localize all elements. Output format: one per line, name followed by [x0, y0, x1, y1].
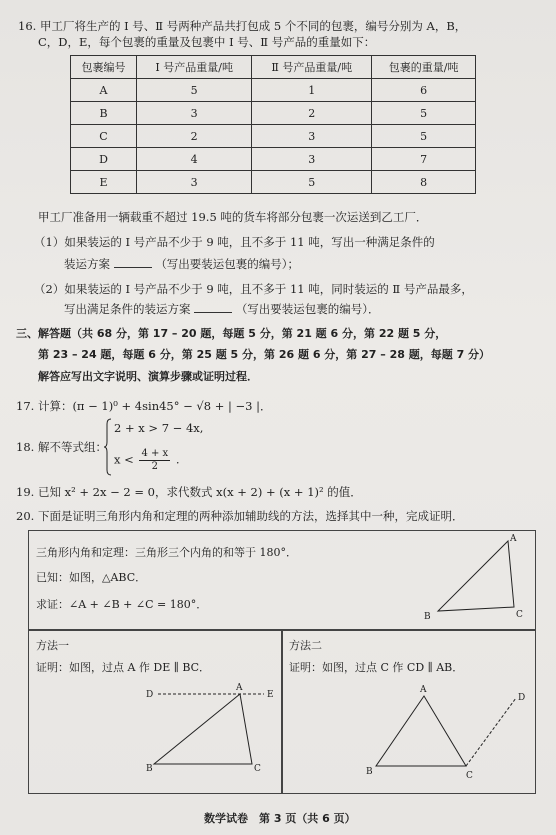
- method2-proof: 证明：如图，过点 C 作 CD ∥ AB．: [289, 661, 464, 674]
- q16-line1: 16. 甲工厂将生产的 Ⅰ 号、Ⅱ 号两种产品共打包成 5 个不同的包裹，编号分别为 A，B，: [18, 19, 467, 33]
- label-B: B: [424, 612, 431, 622]
- section3-line1: 三、解答题（共 68 分，第 17 – 20 题，每题 5 分，第 21 题 6 分，第 22 题 5 分，: [16, 327, 447, 340]
- label-C: C: [466, 771, 473, 781]
- theorem-statement: 三角形内角和定理：三角形三个内角的和等于 180°．: [36, 546, 297, 559]
- part1-hint: （写出要装运包裹的编号）；: [155, 257, 300, 271]
- table-header: Ⅱ 号产品重量/吨: [252, 56, 372, 79]
- table-row: [71, 171, 476, 194]
- inequality-2-end: .: [175, 452, 180, 467]
- to-prove: 求证：∠A + ∠B + ∠C = 180°．: [36, 598, 208, 611]
- label-B: B: [146, 764, 153, 774]
- table-cell: 8: [372, 171, 476, 194]
- given: 已知：如图，△ABC．: [36, 571, 147, 584]
- table-cell: D: [71, 148, 137, 171]
- q18-label: 18. 解不等式组：: [16, 440, 107, 454]
- answer-blank-1[interactable]: [114, 256, 152, 268]
- table-row: [71, 79, 476, 102]
- q16-part1-line1: （1）如果装运的 Ⅰ 号产品不少于 9 吨，且不多于 11 吨，写出一种满足条件的: [34, 235, 435, 249]
- label-A: A: [420, 685, 427, 695]
- label-A: A: [510, 534, 517, 544]
- table-row: [71, 125, 476, 148]
- table-row: [71, 148, 476, 171]
- package-table: [70, 55, 476, 194]
- label-C: C: [516, 610, 523, 620]
- label-E: E: [267, 690, 274, 700]
- label-B: B: [366, 767, 373, 777]
- table-header-row: [71, 56, 476, 79]
- table-header: 包裹编号: [71, 56, 137, 79]
- inequality-2-lhs: x <: [114, 452, 134, 467]
- table-cell: 1: [252, 79, 372, 102]
- table-cell: 2: [252, 102, 372, 125]
- part2-hint: （写出要装运包裹的编号）．: [235, 302, 380, 316]
- table-cell: 3: [252, 148, 372, 171]
- method1-title: 方法一: [36, 639, 69, 652]
- fraction-denominator: 2: [151, 461, 158, 472]
- page-footer: 数学试卷 第 3 页（共 6 页）: [204, 812, 356, 825]
- fraction-numerator: 4 + x: [141, 448, 169, 459]
- table-cell: 3: [137, 102, 252, 125]
- table-cell: 2: [137, 125, 252, 148]
- table-cell: 5: [372, 125, 476, 148]
- method1-figure: [140, 680, 280, 780]
- section3-line2: 第 23 – 24 题，每题 6 分，第 25 题 5 分，第 26 题 6 分，第 27 – 28 题，每题 7 分）: [38, 348, 491, 361]
- method2-title: 方法二: [289, 639, 322, 652]
- table-cell: C: [71, 125, 137, 148]
- table-cell: 6: [372, 79, 476, 102]
- fraction: [139, 448, 170, 473]
- label-D: D: [518, 693, 526, 703]
- q17: 17. 计算：(π − 1)⁰ + 4sin45° − √8 + | −3 |．: [16, 399, 272, 413]
- inequality-1: 2 + x > 7 − 4x,: [114, 421, 204, 435]
- table-cell: B: [71, 102, 137, 125]
- part1-label: 装运方案: [64, 257, 110, 271]
- table-row: [71, 102, 476, 125]
- q16-intro: 甲工厂准备用一辆载重不超过 19.5 吨的货车将部分包裹一次运送到乙工厂．: [38, 210, 428, 224]
- q16-part2-line1: （2）如果装运的 Ⅰ 号产品不少于 9 吨，且不多于 11 吨，同时装运的 Ⅱ 号产品最多，: [34, 282, 473, 296]
- table-cell: 3: [252, 125, 372, 148]
- label-D: D: [146, 690, 154, 700]
- label-C: C: [254, 764, 261, 774]
- triangle-figure: [418, 531, 530, 627]
- q16-line2: C，D，E，每个包裹的重量及包裹中 Ⅰ 号、Ⅱ 号产品的重量如下：: [38, 35, 376, 49]
- part2-label: 写出满足条件的装运方案: [64, 302, 191, 316]
- system-brace: [104, 418, 112, 476]
- table-cell: E: [71, 171, 137, 194]
- q16-part1-line2: [64, 256, 299, 272]
- section3-line3: 解答应写出文字说明、演算步骤或证明过程．: [38, 370, 258, 383]
- q16-part2-line2: [64, 301, 380, 317]
- method1-proof: 证明：如图，过点 A 作 DE ∥ BC．: [36, 661, 211, 674]
- inequality-2: [114, 448, 180, 473]
- table-cell: A: [71, 79, 137, 102]
- label-A: A: [236, 683, 243, 693]
- method2-figure: [356, 682, 530, 788]
- table-cell: 3: [137, 171, 252, 194]
- answer-blank-2[interactable]: [194, 301, 232, 313]
- table-cell: 5: [372, 102, 476, 125]
- table-header: 包裹的重量/吨: [372, 56, 476, 79]
- table-cell: 5: [252, 171, 372, 194]
- table-header: Ⅰ 号产品重量/吨: [137, 56, 252, 79]
- q19: 19. 已知 x² + 2x − 2 = 0，求代数式 x(x + 2) + (x + 1)² 的值．: [16, 485, 362, 499]
- q20: 20. 下面是证明三角形内角和定理的两种添加辅助线的方法，选择其中一种，完成证明．: [16, 509, 464, 523]
- table-cell: 4: [137, 148, 252, 171]
- table-cell: 7: [372, 148, 476, 171]
- table-cell: 5: [137, 79, 252, 102]
